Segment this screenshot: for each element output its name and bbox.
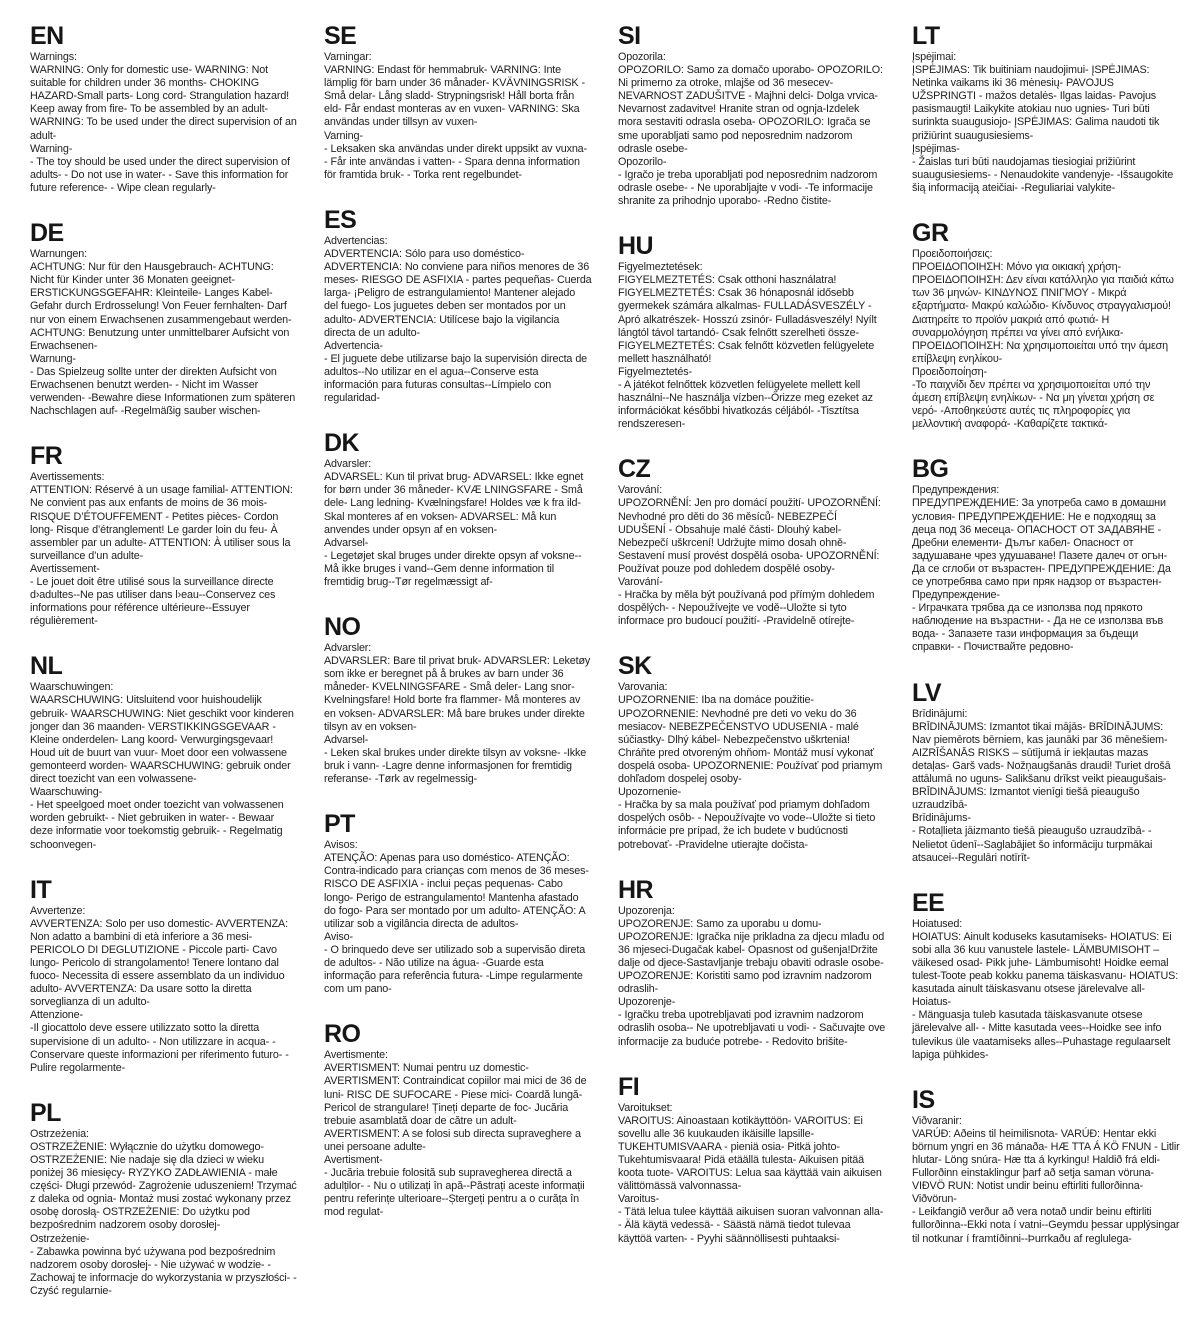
note-heading: Varning- xyxy=(324,129,363,142)
warnings-text: UPOZORENJE: Samo za uporabu u domu-UPOZORENJE: Igračka nije prikladna za djecu mlađu od 36 mjeseci-Dugačak kabel- Opasnost od gušenja!Držite dalje od djece-Sastavljanje trebaju obaviti odrasle osobe- UPOZORENJE: Koristiti samo pod izravnim nadzorom odraslih- xyxy=(618,917,885,996)
lang-block-bg xyxy=(912,457,1180,654)
warnings-heading: Opozorila: xyxy=(618,51,666,63)
warnings-text: VARÚÐ: Aðeins til heimilisnota- VARÚÐ: Hentar ekki börnum yngri en 36 mánaða- HÆ TTA Á KÖ FNUN - Litlir hlutar- Löng snúra- Hæ tta á kyrkingu! Haldið frá eldi- Fullorðinn einstaklingur þarf að setja saman vöruna- VIÐVÖ RUN: Notist undir beinu eftirliti fullorðinna- xyxy=(912,1127,1180,1193)
note-heading: Advarsel- xyxy=(324,536,369,549)
warnings-heading: Avertissements: xyxy=(30,471,105,484)
lang-code: EE xyxy=(912,888,945,917)
lang-block-si xyxy=(618,24,886,208)
lang-code: ES xyxy=(324,205,357,234)
warnings-text: UPOZORNĚNÍ: Jen pro domácí použití- UPOZORNĚNÍ: Nevhodné pro děti do 36 měsíců- NEBEZPEČÍ UDUŠENÍ - Obsahuje malé části- Dlouhý kabel- Nebezpečí uškrcení! Udržujte mimo dosah ohně- Sestavení musí provést dospělá osoba- UPOZORNĚNÍ: Používat pouze pod dohledem dospělé osoby- xyxy=(618,497,881,575)
lang-code: DE xyxy=(30,219,64,248)
lang-block-lt xyxy=(912,24,1180,195)
warnings-heading: Waarschuwingen: xyxy=(30,681,114,694)
note-text: - Leksaken ska användas under direkt uppsikt av vuxna- - Får inte användas i vatten- - Spara denna information för framtida bruk- - Torka rent regelbundet- xyxy=(324,142,587,181)
warnings-heading: Varningar: xyxy=(324,51,372,63)
lang-code: HU xyxy=(618,232,654,261)
warnings-text: WAARSCHUWING: Uitsluitend voor huishoudelijk gebruik- WAARSCHUWING: Niet geschikt voor kinderen jonger dan 36 maanden- VERSTIKKINGSGEVAAR - Kleine onderdelen- Lang koord- Verwurgingsgevaar! Houd uit de buurt van vuur- Moet door een volwassene gemonteerd worden- WAARSCHUWING: gebruik onder direct toezicht van een volwassene- xyxy=(30,694,294,786)
warnings-heading: Warnings: xyxy=(30,51,77,63)
warnings-heading: Advarsler: xyxy=(324,458,372,471)
column-2 xyxy=(324,24,592,1245)
warnings-text: OPOZORILO: Samo za domačo uporabo- OPOZORILO: Ni primerno za otroke, mlajše od 36 mesecev- NEVARNOST ZADUŠITVE - Majhni delci- Dolga vrvica- Nevarnost zadavitve! Hranite stran od ognja-Izdelek mora sestaviti odrasla oseba- OPOZORILO: Igrača se sme uporabljati samo pod neposrednim nadzorom odrasle osebe- xyxy=(618,64,883,155)
lang-code: IS xyxy=(912,1085,935,1114)
warnings-heading: Ostrzeżenia: xyxy=(30,1127,89,1140)
warnings-text: VAROITUS: Ainoastaan kotikäyttöön- VAROITUS: Ei sovellu alle 36 kuukauden ikäisille lapsille- TUKEHTUMISVAARA - pieniä osia- Pitkä johto- Tukehtumisvaara! Pidä etäällä tulesta- Aikuisen pitää koota tuote- VAROITUS: Lelua saa käyttää vain aikuisen välittömässä valvonnassa- xyxy=(618,1114,882,1193)
note-heading: Brīdinājums- xyxy=(912,812,971,825)
warnings-text: ΠΡΟΕΙΔΟΠΟΙΗΣΗ: Μόνο για οικιακή χρήση- ΠΡΟΕΙΔΟΠΟΙΗΣΗ: Δεν είναι κατάλληλο για παιδιά κάτω των 36 μηνών- ΚΙΝΔΥΝΟΣ ΠΝΙΓΜΟΥ - Μικρά εξαρτήματα- Μακρύ καλώδιο- Κίνδυνος στραγγαλισμού! Διατηρείτε το προϊόν μακριά από φωτιά- Η συναρμολόγηση πρέπει να γίνει από ενήλικα- ΠΡΟΕΙΔΟΠΟΙΗΣΗ: Να χρησιμοποιείται υπό την άμεση επίβλεψη ενηλίκου- xyxy=(912,261,1174,365)
lang-block-is xyxy=(912,1085,1180,1246)
lang-block-hr xyxy=(618,875,886,1049)
note-heading: Warning- xyxy=(30,142,73,155)
warnings-text: ATTENTION: Réservé à un usage familial- ATTENTION: Ne convient pas aux enfants de moins de 36 mois- RISQUE D’ÉTOUFFEMENT - Petites pièces- Cordon long- Risque d’étranglement! Le garder loin du feu- À assembler par un adulte- ATTENTION: À utiliser sous la surveillance d’un adulte- xyxy=(30,484,293,562)
note-text: - Jucăria trebuie folosită sub supravegherea directă a adulților- - Nu o utilizați în apă--Păstrați aceste informații pentru referințe ulterioare--Ștergeți pentru a o curăța în mod regulat- xyxy=(324,1167,585,1219)
note-text: - Le jouet doit être utilisé sous la surveillance directe d›adultes--Ne pas utiliser dans l›eau--Conservez ces informations pour référence ultérieure--Essuyer régulièrement- xyxy=(30,576,276,628)
lang-block-ro xyxy=(324,1022,592,1219)
note-text: - Zabawka powinna być używana pod bezpośrednim nadzorem osoby dorosłej- - Nie używać w wodzie- - Zachowaj te informacje do wykorzystania w przyszłości- - Czyść regularnie- xyxy=(30,1245,297,1297)
warnings-heading: Upozorenja: xyxy=(618,904,675,917)
warnings-text: ADVARSLER: Bare til privat bruk- ADVARSLER: Leketøy som ikke er beregnet på å brukes av barn under 36 måneder- KVELNINGSFARE - Små deler- Lang snor- Kvelningsfare! Hold borte fra flammer- Må monteres av en voksen- ADVARSLER: Må bare brukes under direkte tilsyn av en voksen- xyxy=(324,655,591,733)
warnings-text: AVVERTENZA: Solo per uso domestic- AVVERTENZA: Non adatto a bambini di età inferiore a 36 mesi- PERICOLO DI DEGLUTIZIONE - Piccole parti- Cavo lungo- Pericolo di strangolamento! Tenere lontano dal fuoco- Necessita di essere assemblato da un individuo adulto- AVVERTENZA: Da usare sotto la diretta sorveglianza di un adulto- xyxy=(30,917,288,1009)
lang-code: DK xyxy=(324,429,360,458)
note-text: - Leikfangið verður að vera notað undir beinu eftirliti fullorðinna--Ekki nota í vatni--Geymdu þessar upplýsingar til notkunar í framtíðinni--Þurrkaðu af reglulega- xyxy=(912,1206,1180,1245)
lang-code: PL xyxy=(30,1098,61,1127)
warnings-text: UPOZORNENIE: Iba na domáce použitie- UPOZORNENIE: Nevhodné pre deti vo veku do 36 mesiacov- NEBEZPEČENSTVO UDUSENIA - malé súčiastky- Dlhý kábel- Nebezpečenstvo uškrtenia! Chráňte pred otvoreným ohňom- Montáž musí vykonať dospelá osoba- UPOZORNENIE: Používať pod priamym dohľadom dospelej osoby- xyxy=(618,694,883,786)
lang-code: GR xyxy=(912,219,949,248)
column-4 xyxy=(912,24,1180,1272)
note-heading: Aviso- xyxy=(324,930,353,943)
lang-code: FI xyxy=(618,1072,640,1101)
lang-code: FR xyxy=(30,442,63,471)
lang-block-nl xyxy=(30,654,298,851)
lang-code: IT xyxy=(30,875,52,904)
note-text: - Das Spielzeug sollte unter der direkten Aufsicht von Erwachsenen benutzt werden- - Nicht im Wasser verwenden- -Bewahre diese Informationen zum späteren Nachschlagen auf- -Regelmäßig sauber wischen- xyxy=(30,365,296,418)
note-heading: Hoiatus- xyxy=(912,996,952,1009)
warnings-heading: Varování: xyxy=(618,484,663,497)
note-text: - Žaislas turi būti naudojamas tiesiogiai prižiūrint suaugusiesiems- - Nenaudokite vandenyje- -Išsaugokite šią informaciją ateičiai- -Reguliariai valykite- xyxy=(912,155,1174,194)
warnings-heading: Varoitukset: xyxy=(618,1101,673,1114)
note-text: -Το παιχνίδι δεν πρέπει να χρησιμοποιείται υπό την άμεση επίβλεψη ενηλίκων- - Να μη γίνεται χρήση σε νερό- -Αποθηκεύστε αυτές τις πληροφορίες για μελλοντική αναφορά- -Καθαρίζετε τακτικά- xyxy=(912,378,1155,431)
lang-code: LT xyxy=(912,22,940,50)
lang-block-pt xyxy=(324,812,592,996)
note-text: - Het speelgoed moet onder toezicht van volwassenen worden gebruikt- - Niet gebruiken in water- - Bewaar deze informatie voor toekomstig gebruik- - Regelmatig schoonvegen- xyxy=(30,799,284,851)
warnings-text: ADVARSEL: Kun til privat brug- ADVARSEL: Ikke egnet for børn under 36 måneder- KVÆ LNINGSFARE - Små dele- Lang ledning- Kvælningsfare! Holdes væ k fra ild- Skal monteres af en voksen- ADVARSEL: Må kun anvendes under opsyn af en voksen- xyxy=(324,471,584,536)
warnings-text: ATENÇÃO: Apenas para uso doméstico- ATENÇÃO: Contra-indicado para crianças com menos de 36 meses- RISCO DE ASFIXIA - inclui peças pequenas- Cabo longo- Perigo de estrangulamento! Mantenha afastado do fogo- Para ser montado por um adulto- ATENÇÃO: A utilizar sob a vigilância directa de adultos- xyxy=(324,852,589,930)
lang-block-gr xyxy=(912,221,1180,431)
note-heading: Предупреждение- xyxy=(912,589,1000,602)
lang-code: SI xyxy=(618,22,641,50)
warnings-heading: Advertencias: xyxy=(324,234,388,247)
lang-code: CZ xyxy=(618,455,651,484)
lang-code: LV xyxy=(912,678,942,707)
lang-block-lv xyxy=(912,678,1180,865)
warnings-text: ACHTUNG: Nur für den Hausgebrauch- ACHTUNG: Nicht für Kinder unter 36 Monaten geeignet- ERSTICKUNGSGEFAHR: Kleinteile- Langes Kabel- Gefahr durch Erdrosselung! Von Feuer fernhalten- Darf nur von einem Erwachsenen zusammengebaut werden- ACHTUNG: Benutzung unter unmittelbarer Aufsicht von Erwachsenen- xyxy=(30,261,292,352)
lang-code: SK xyxy=(618,652,652,681)
note-heading: Upozorenje- xyxy=(618,996,676,1009)
lang-block-se xyxy=(324,24,592,182)
warnings-heading: Figyelmeztetések: xyxy=(618,261,703,274)
note-text: - O brinquedo deve ser utilizado sob a supervisão direta de adultos- - Não utilize na água- -Guarde esta informação para referência futura- -Limpe regularmente com um pano- xyxy=(324,943,586,996)
lang-code: EN xyxy=(30,22,64,50)
lang-block-fr xyxy=(30,444,298,628)
note-heading: Advarsel- xyxy=(324,733,369,746)
note-heading: Ostrzeżenie- xyxy=(30,1232,90,1245)
note-text: - Legetøjet skal bruges under direkte opsyn af voksne-- Må ikke bruges i vand--Gem denne information til fremtidig brug--Tør regelmæssigt af- xyxy=(324,549,582,588)
warnings-heading: Hoiatused: xyxy=(912,917,963,930)
warnings-text: VARNING: Endast för hemmabruk- VARNING: Inte lämplig för barn under 36 månader- KVÄVNINGSRISK - Små delar- Lång sladd- Strypningsrisk! Håll borta från eld- Får endast monteras av en vuxen- VARNING: Ska användas under tillsyn av vuxen- xyxy=(324,64,585,129)
note-heading: Warnung- xyxy=(30,352,76,365)
warnings-heading: Viðvaranir: xyxy=(912,1114,962,1127)
lang-code: HR xyxy=(618,875,654,904)
lang-block-cz xyxy=(618,457,886,628)
column-3 xyxy=(618,24,886,1272)
note-text: - Играчката трябва да се използва под прякото наблюдение на възрастни- - Да не се използва във вода- - Запазете тази информация за бъдещи справки- - Почиствайте редовно- xyxy=(912,602,1164,654)
lang-block-pl xyxy=(30,1098,298,1298)
warnings-heading: Avisos: xyxy=(324,839,358,852)
lang-code: SE xyxy=(324,22,357,50)
note-heading: Waarschuwing- xyxy=(30,786,103,799)
lang-block-sk xyxy=(618,654,886,851)
note-heading: Avertissement- xyxy=(30,562,100,575)
warnings-text: FIGYELMEZTETÉS: Csak otthoni használatra! FIGYELMEZTETÉS: Csak 36 hónaposnál idősebb gyermekek számára alkalmas- FULLADÁSVESZÉLY - Apró alkatrészek- Hosszú zsinór- Fulladásveszély! Nyílt lángtól távol tartandó- Csak felnőtt szerelheti össze- FIGYELMEZTETÉS: Csak felnőtt közvetlen felügyelete mellett használható! xyxy=(618,274,877,365)
note-text: - El juguete debe utilizarse bajo la supervisión directa de adultos--No utilizar en el agua--Conserve esta información para futuras consultas--Límpielo con regularidad- xyxy=(324,352,588,405)
note-text: - Leken skal brukes under direkte tilsyn av voksne- -Ikke bruk i vann- -Lagre denne informasjonen for fremtidig referanse- -Tørk av regelmessig- xyxy=(324,746,587,786)
warnings-text: ADVERTENCIA: Sólo para uso doméstico- ADVERTENCIA: No conviene para niños menores de 36 meses- RIESGO DE ASFIXIA - partes pequeñas- Cuerda larga- ¡Peligro de estrangulamiento! Mantener alejado del fuego- Los juguetes deben ser montados por un adulto- ADVERTENCIA: Utilícese bajo la vigilancia directa de un adulto- xyxy=(324,248,592,339)
warnings-text: WARNING: Only for domestic use- WARNING: Not suitable for children under 36 months- CHOKING HAZARD-Small parts- Long cord- Strangulation hazard! Keep away from fire- To be assembled by an adult- WARNING: To be used under the direct supervision of an adult- xyxy=(30,64,297,142)
lang-block-dk xyxy=(324,431,592,589)
note-text: - Mänguasja tuleb kasutada täiskasvanute otsese järelevalve all- - Mitte kasutada vees--Hoidke see info tulevikus üle vaatamiseks alles--Puhastage regulaarselt lapiga pühkides- xyxy=(912,1009,1171,1061)
note-heading: Varoitus- xyxy=(618,1193,660,1206)
lang-block-de xyxy=(30,221,298,418)
lang-block-no xyxy=(324,615,592,786)
lang-code: BG xyxy=(912,455,949,484)
note-heading: Opozorilo- xyxy=(618,155,667,168)
lang-block-fi xyxy=(618,1072,886,1246)
lang-code: NO xyxy=(324,613,361,642)
warnings-text: AVERTISMENT: Numai pentru uz domestic- AVERTISMENT: Contraindicat copiilor mai mici de 36 de luni- RISC DE SUFOCARE - Piese mici- Coardă lungă- Pericol de strangulare! Țineți departe de foc- Jucăria trebuie asamblată doar de către un adult- AVERTISMENT: A se folosi sub directa supraveghere a unei persoane adulte- xyxy=(324,1062,587,1153)
lang-code: RO xyxy=(324,1020,361,1049)
note-text: - Rotaļlieta jāizmanto tiešā pieaugušo uzraudzībā- - Nelietot ūdenī--Saglabājiet šo informāciju turpmākai atsaucei--Regulāri notīrīt- xyxy=(912,825,1153,864)
note-heading: Avertisment- xyxy=(324,1154,383,1166)
note-heading: Upozornenie- xyxy=(618,786,682,799)
note-text: - Igračo je treba uporabljati pod neposrednim nadzorom odrasle osebe- - Ne uporabljajte v vodi- -Te informacije shranite za prihodnjo uporabo- -Redno čistite- xyxy=(618,168,878,208)
warnings-heading: Предупреждения: xyxy=(912,484,1000,497)
lang-code: PT xyxy=(324,810,355,839)
warnings-text: OSTRZEŻENIE: Wyłącznie do użytku domowego- OSTRZEŻENIE: Nie nadaje się dla dzieci w wieku poniżej 36 miesięcy- RYZYKO ZADŁAWIENIA - małe części- Długi przewód- Zagrożenie uduszeniem! Trzymać z daleka od ognia- Montaż musi zostać wykonany przez osobę dorosłą- OSTRZEŻENIE: Do użytku pod bezpośrednim nadzorem osoby dorosłej- xyxy=(30,1140,297,1232)
warnings-text: ПРЕДУПРЕЖДЕНИЕ: За употреба само в домашни условия- ПРЕДУПРЕЖДЕНИЕ: Не е подходящ за деца под 36 месеца- ОПАСНОСТ ОТ ЗАДАВЯНЕ - Дребни елементи- Дълъг кабел- Опасност от задушаване чрез удушаване! Пазете далеч от огън- Да се сглоби от възрастен- ПРЕДУПРЕЖДЕНИЕ: Да се употребява само при пряк надзор от възрастен- xyxy=(912,497,1171,588)
note-heading: Figyelmeztetés- xyxy=(618,365,692,378)
lang-block-ee xyxy=(912,888,1180,1062)
note-heading: Viðvörun- xyxy=(912,1193,957,1206)
note-text: - Igračku treba upotrebljavati pod izravnim nadzorom odraslih osoba-- Ne upotrebljavati u vodi- - Sačuvajte ove informacije za buduće potrebe- - Redovito brišite- xyxy=(618,1009,886,1048)
lang-code: NL xyxy=(30,652,63,681)
note-text: -Il giocattolo deve essere utilizzato sotto la diretta supervisione di un adulto- - Non utilizzare in acqua- -Conservare queste informazioni per riferimento futuro- -Pulire regolarmente- xyxy=(30,1022,289,1074)
note-text: - A játékot felnőttek közvetlen felügyelete mellett kell használni--Ne használja vízben--Őrizze meg ezeket az információkat későbbi hivatkozás céljából- -Tisztítsa rendszeresen- xyxy=(618,378,873,431)
note-text: - Hračka by měla být používaná pod přímým dohledem dospělých- - Nepoužívejte ve vodě--Uložte si tyto informace pro budoucí použití- -Pravidelně otírejte- xyxy=(618,589,875,628)
note-heading: Advertencia- xyxy=(324,339,383,352)
warnings-text: HOIATUS: Ainult koduseks kasutamiseks- HOIATUS: Ei sobi alla 36 kuu vanustele lastele- LÄMBUMISOHT – väikesed osad- Pikk juhe- Lämbumisoht! Hoidke eemal tulest-Toote peab kokku panema täiskasvanu- HOIATUS: kasutada ainult täiskasvanu otsese järelevalve all- xyxy=(912,930,1179,996)
warnings-text: ĮSPĖJIMAS: Tik buitiniam naudojimui- ĮSPĖJIMAS: Netinka vaikams iki 36 mėnesių- PAVOJUS UŽSPRINGTI - mažos detalės- Ilgas laidas- Pavojus pasismaugti! Laikykite atokiau nuo ugnies- Turi būti surinkta suaugusiojo- ĮSPĖJIMAS: Galima naudoti tik prižiūrint suaugusiesiems- xyxy=(912,64,1160,142)
warnings-heading: Įspėjimai: xyxy=(912,51,957,63)
note-heading: Προειδοποίηση- xyxy=(912,365,987,378)
note-heading: Įspėjimas- xyxy=(912,142,960,155)
lang-block-es xyxy=(324,205,592,405)
lang-block-hu xyxy=(618,234,886,431)
note-text: - Tätä lelua tulee käyttää aikuisen suoran valvonnan alla- - Älä käytä vedessä- - Säästä nämä tiedot tulevaa käyttöä varten- - Pyyhi säännöllisesti puhtaaksi- xyxy=(618,1206,884,1245)
note-text: - Hračka by sa mala používať pod priamym dohľadom dospelých osôb- - Nepoužívajte vo vode--Uložte si tieto informácie pre prípad, že ich budete v budúcnosti potrebovať- -Pravidelne utierajte dočista- xyxy=(618,799,876,851)
lang-block-it xyxy=(30,875,298,1075)
warnings-text: BRĪDINĀJUMS: Izmantot tikai mājās- BRĪDINĀJUMS: Nav piemērots bērniem, kas jaunāki par 36 mēnešiem- AIZRĪŠANĀS RISKS – sūtījumā ir iekļautas mazas detaļas- Garš vads- Nožņaugšanās draudi! Turiet drošā attālumā no uguns- Salikšanu drīkst veikt pieaugušais- BRĪDINĀJUMS: Izmantot vienīgi tiešā pieaugušo uzraudzībā- xyxy=(912,720,1171,812)
column-1 xyxy=(30,24,298,1324)
warnings-heading: Avvertenze: xyxy=(30,904,86,917)
warnings-heading: Varovania: xyxy=(618,681,668,694)
warnings-heading: Warnungen: xyxy=(30,248,87,261)
warnings-heading: Προειδοποιήσεις: xyxy=(912,248,993,261)
lang-block-en xyxy=(30,24,298,195)
note-text: - The toy should be used under the direct supervision of adults- - Do not use in water- - Save this information for future reference- - Wipe clean regularly- xyxy=(30,155,290,194)
note-heading: Attenzione- xyxy=(30,1009,83,1022)
warnings-heading: Avertismente: xyxy=(324,1049,388,1062)
warnings-heading: Brīdinājumi: xyxy=(912,707,968,720)
note-heading: Varování- xyxy=(618,576,663,588)
warnings-heading: Advarsler: xyxy=(324,642,372,655)
